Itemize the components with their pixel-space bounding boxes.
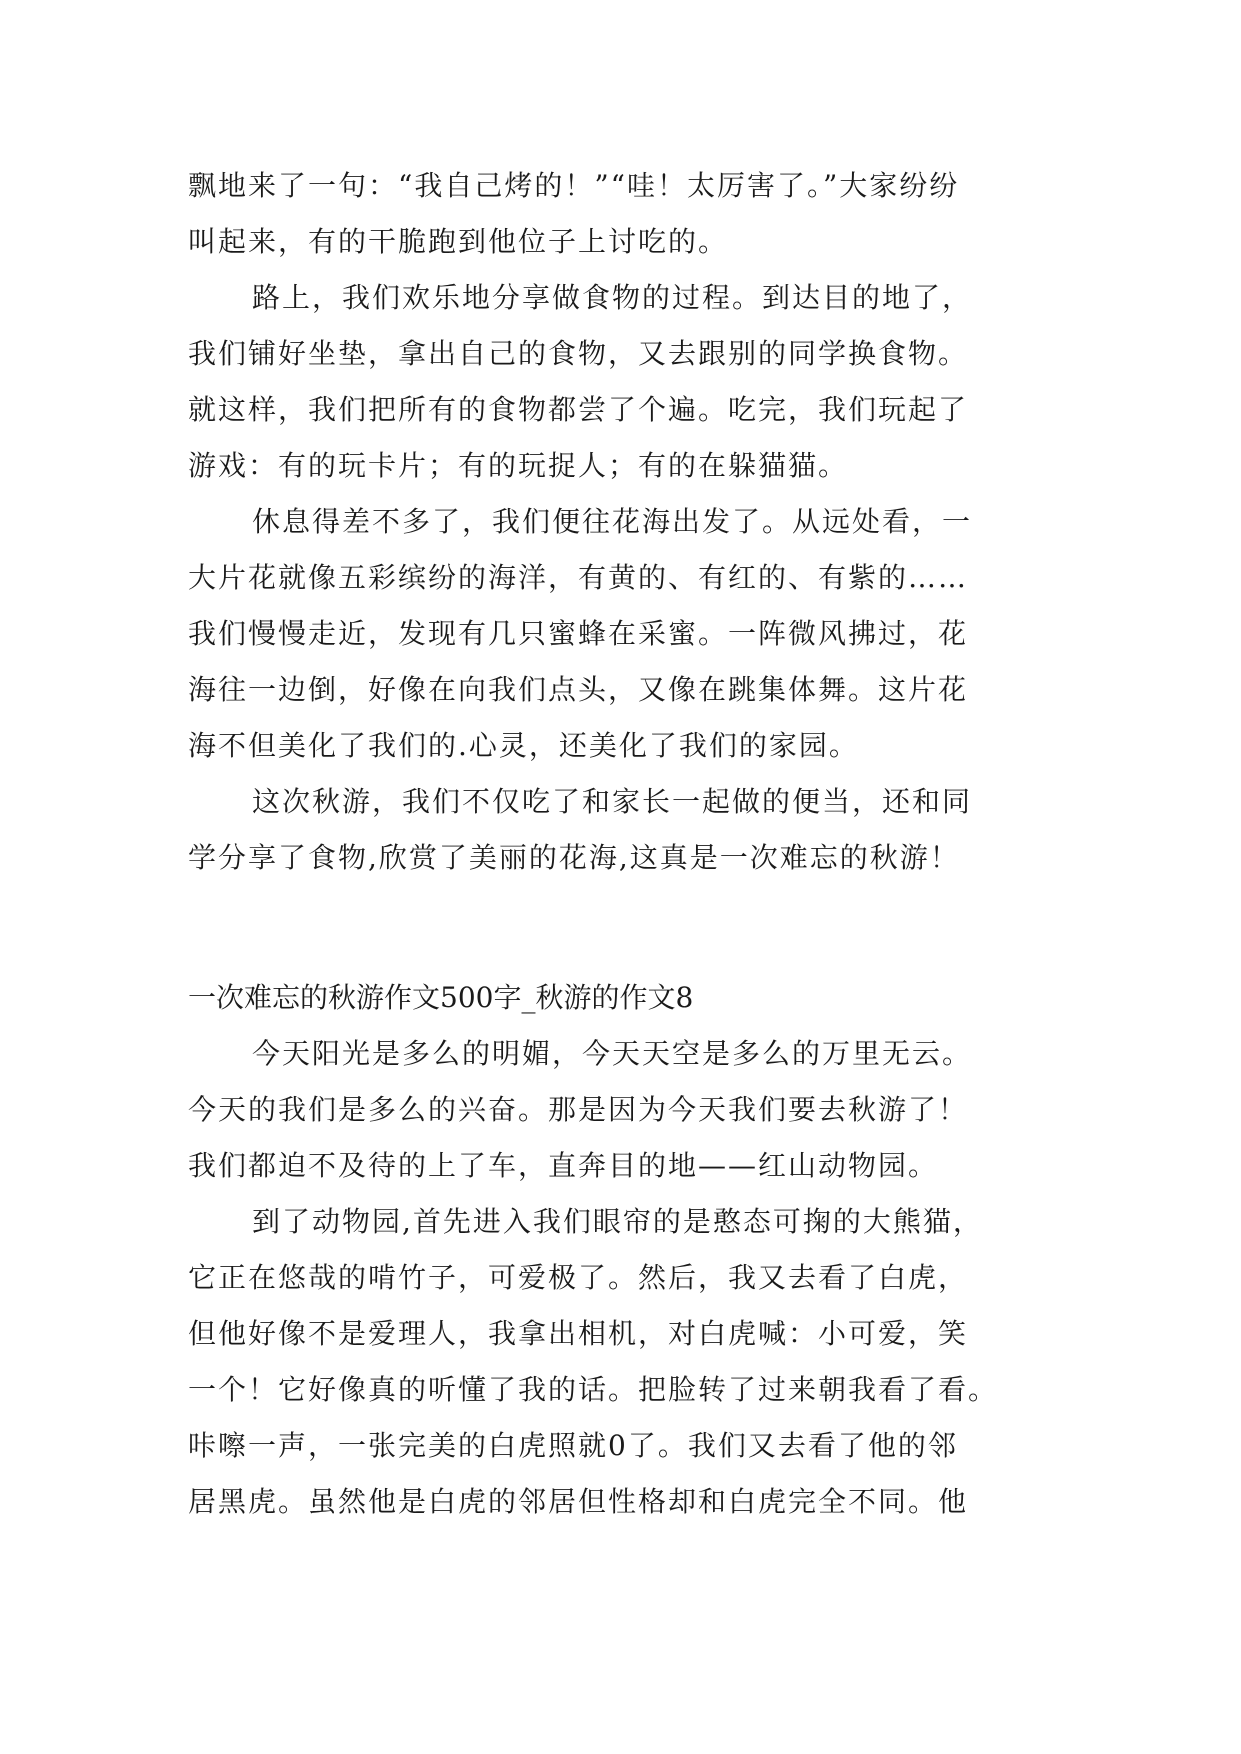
text-line: 居黑虎。虽然他是白虎的邻居但性格却和白虎完全不同。他	[188, 1485, 969, 1518]
text-line: 我们铺好坐垫，拿出自己的食物，又去跟别的同学换食物。	[188, 337, 969, 370]
text-line: 叫起来，有的干脆跑到他位子上讨吃的。	[188, 225, 729, 258]
text-line: 就这样，我们把所有的食物都尝了个遍。吃完，我们玩起了	[188, 393, 969, 426]
text-line: 我们都迫不及待的上了车，直奔目的地——红山动物园。	[188, 1149, 939, 1182]
section-heading: 一次难忘的秋游作文500字_秋游的作文8	[188, 981, 694, 1014]
paragraph-start-line: 这次秋游，我们不仅吃了和家长一起做的便当，还和同	[252, 785, 973, 818]
text-line: 我们慢慢走近，发现有几只蜜蜂在采蜜。一阵微风拂过，花	[188, 617, 969, 650]
paragraph-start-line: 今天阳光是多么的明媚，今天天空是多么的万里无云。	[252, 1037, 973, 1070]
text-line: 游戏：有的玩卡片；有的玩捉人；有的在躲猫猫。	[188, 449, 849, 482]
text-line: 但他好像不是爱理人，我拿出相机，对白虎喊：小可爱，笑	[188, 1317, 969, 1350]
text-line: 飘地来了一句：“我自己烤的！”“哇！太厉害了。”大家纷纷	[188, 169, 960, 202]
text-line: 大片花就像五彩缤纷的海洋，有黄的、有红的、有紫的……	[188, 561, 969, 594]
text-line: 咔嚓一声，一张完美的白虎照就0了。我们又去看了他的邻	[188, 1429, 958, 1462]
paragraph-start-line: 休息得差不多了，我们便往花海出发了。从远处看，一	[252, 505, 973, 538]
text-line: 学分享了食物,欣赏了美丽的花海,这真是一次难忘的秋游！	[188, 841, 960, 874]
text-line: 海往一边倒，好像在向我们点头，又像在跳集体舞。这片花	[188, 673, 969, 706]
paragraph-start-line: 到了动物园,首先进入我们眼帘的是憨态可掬的大熊猫，	[252, 1205, 983, 1238]
text-line: 海不但美化了我们的.心灵，还美化了我们的家园。	[188, 729, 859, 762]
essay-body	[188, 0, 1068, 1754]
text-line: 一个！它好像真的听懂了我的话。把脸转了过来朝我看了看。	[188, 1373, 999, 1406]
paragraph-start-line: 路上，我们欢乐地分享做食物的过程。到达目的地了，	[252, 281, 973, 314]
text-line: 它正在悠哉的啃竹子，可爱极了。然后，我又去看了白虎，	[188, 1261, 969, 1294]
text-line: 今天的我们是多么的兴奋。那是因为今天我们要去秋游了！	[188, 1093, 969, 1126]
